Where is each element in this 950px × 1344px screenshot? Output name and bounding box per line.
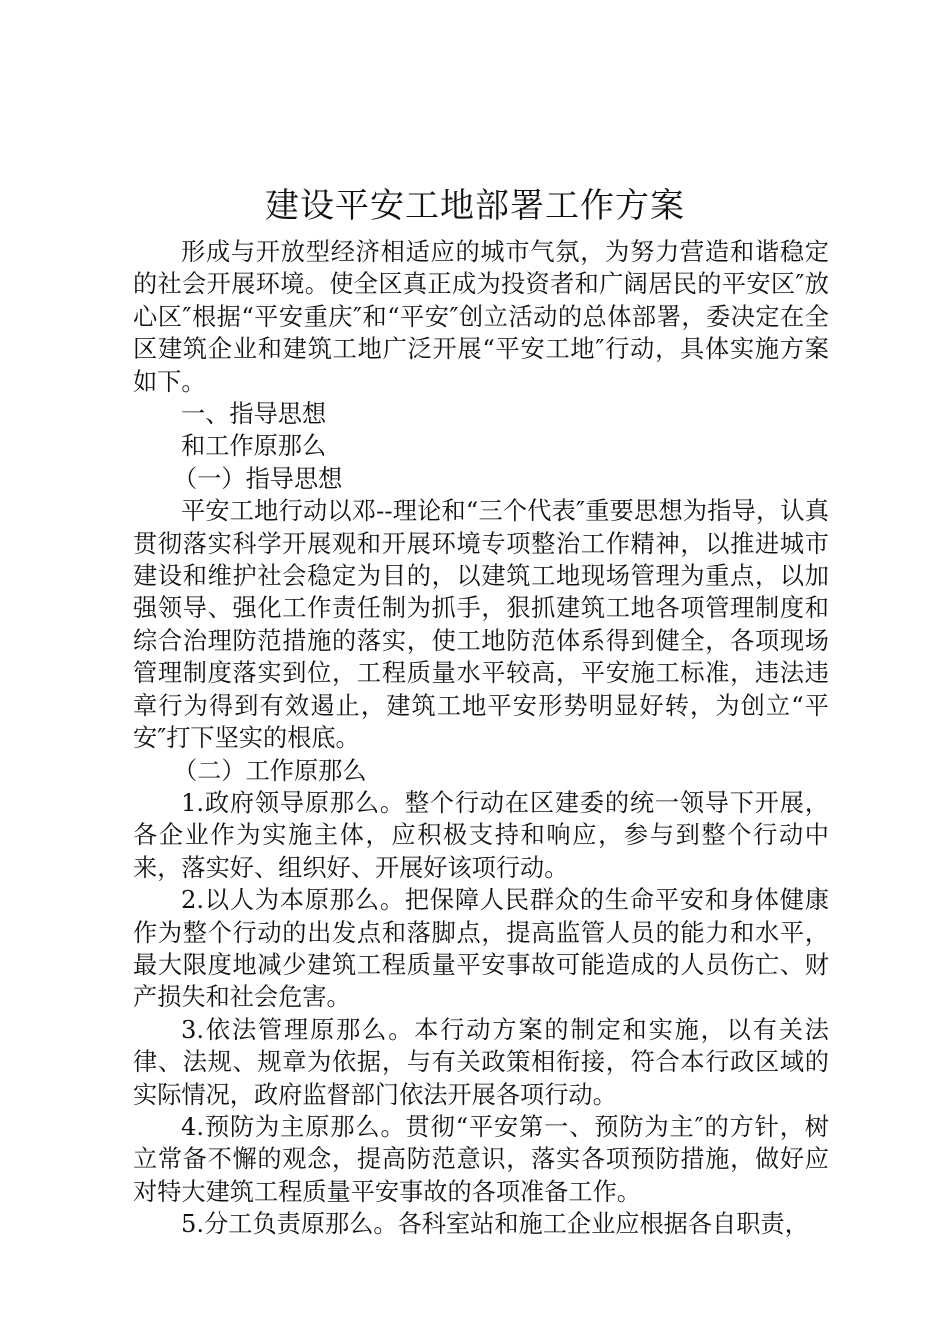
subsection-heading-work-principles: （二）工作原那么 [173,756,367,785]
document-title: 建设平安工地部署工作方案 [265,186,685,226]
intro-paragraph: 形成与开放型经济相适应的城市气氛，为努力营造和谐稳定的社会开展环境。使全区真正成为投资者和广阔居民的平安区″放心区″根据“平安重庆″和“平安″创立活动的总体部署，委决定在全区建筑企业和建筑工地广泛开展“平安工地″行动，具体实施方案如下。 [133,238,829,396]
principle-item-1: 1.政府领导原那么。整个行动在区建委的统一领导下开展，各企业作为实施主体，应积极支持和响应，参与到整个行动中来，落实好、组织好、开展好该项行动。 [133,788,829,882]
subsection-heading-guiding-thought: （一）指导思想 [173,464,343,493]
document-body [133,236,829,1241]
principle-item-2: 2.以人为本原那么。把保障人民群众的生命平安和身体健康作为整个行动的出发点和落脚点，提高监管人员的能力和水平，最大限度地减少建筑工程质量平安事故可能造成的人员伤亡、财产损失和社会危害。 [133,886,829,1012]
guiding-thought-paragraph: 平安工地行动以邓--理论和“三个代表″重要思想为指导，认真贯彻落实科学开展观和开展环境专项整治工作精神，以推进城市建设和维护社会稳定为目的，以建筑工地现场管理为重点，以加强领导、强化工作责任制为抓手，狠抓建筑工地各项管理制度和综合治理防范措施的落实，使工地防范体系得到健全，各项现场管理制度落实到位，工程质量水平较高，平安施工标准，违法违章行为得到有效遏止，建筑工地平安形势明显好转，为创立“平安″打下坚实的根底。 [133,497,829,753]
principle-item-5: 5.分工负责原那么。各科室站和施工企业应根据各自职责， [181,1210,809,1239]
section-heading-1-continued: 和工作原那么 [181,432,327,461]
section-heading-1: 一、指导思想 [181,400,327,429]
principle-item-3: 3.依法管理原那么。本行动方案的制定和实施，以有关法律、法规、规章为依据，与有关政策相衔接，符合本行政区域的实际情况，政府监督部门依法开展各项行动。 [133,1015,829,1109]
principle-item-4: 4.预防为主原那么。贯彻“平安第一、预防为主″的方针，树立常备不懈的观念，提高防范意识，落实各项预防措施，做好应对特大建筑工程质量平安事故的各项准备工作。 [133,1112,829,1206]
